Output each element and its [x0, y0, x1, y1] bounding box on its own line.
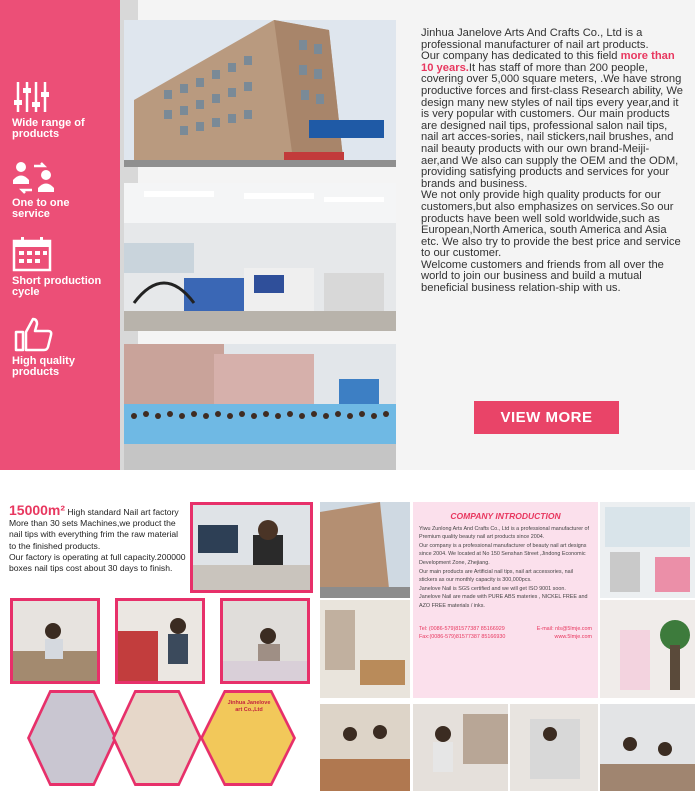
company-sign: [224, 700, 274, 714]
workshop-photo-1: [10, 598, 100, 684]
sliders-icon: [12, 80, 52, 114]
factory-area: 15000m²: [9, 502, 66, 518]
view-more-button[interactable]: VIEW MORE: [474, 401, 619, 434]
section-divider: [0, 471, 695, 501]
company-intro-p2: Our company has dedicated to this field: [421, 50, 621, 63]
feature-wide-range: [12, 80, 118, 140]
website-text: www.5lmje.com: [554, 634, 592, 641]
feature-label: One to one: [12, 197, 70, 209]
company-intro-p3: We not only provide high quality products for our customers,but also emphasizes on services.So our products have been well sold worldwide,such as European,North America, south America and Asia etc. We also try to provide the best price and service to our customer.: [421, 189, 681, 260]
intro-p4: Janelove Nail is SGS certified and we will get ISO 9001 soon.: [419, 585, 566, 592]
showroom-photo-2: [600, 600, 695, 698]
workers-photo-2: [413, 704, 508, 791]
email-text: E-mail: nls@5lmje.com: [536, 625, 592, 632]
features-sidebar: [0, 0, 120, 470]
feature-label: Short production: [12, 275, 102, 287]
feature-one-to-one: [12, 160, 118, 220]
workshop-photo-3: [220, 598, 310, 684]
workers-photo-4: [600, 704, 695, 791]
building-photo-small: [320, 502, 410, 598]
feature-label: High quality: [12, 355, 75, 367]
factory-desc-2: Our factory is operating at full capacity.200000 boxes nail tips cost about 30 days to finish.: [9, 551, 186, 574]
workers-photo-3: [510, 704, 598, 791]
feature-label: cycle: [12, 286, 40, 298]
company-introduction-card: [413, 502, 598, 698]
feature-label: Wide range of: [12, 117, 85, 129]
company-intro-p1: Jinhua Janelove Arts And Crafts Co., Ltd is a professional manufacturer of nail art products.: [421, 27, 649, 51]
intro-title: COMPANY INTRODUCTION: [450, 511, 561, 521]
feature-label: products: [12, 128, 60, 140]
office-worker-photo: [190, 502, 313, 593]
feature-high-quality: [12, 316, 118, 378]
people-exchange-icon: [12, 160, 56, 194]
feature-label: service: [12, 208, 50, 220]
sign-line-1: Jinhua Janelove: [227, 700, 271, 706]
workshop-photo: [124, 183, 396, 331]
showroom-photo-1: [600, 502, 695, 598]
company-intro-p4: Welcome customers and friends from all over the world to join our business and build a mutual beneficial business relation-ship with us.: [421, 258, 664, 295]
intro-p2: Our company is a professional manufacturer of beauty nail art designs since 2004. We located at No 150 Senshan Street ,Jindong Economic Development Zone, Zhejiang.: [419, 542, 587, 566]
factory-desc-1: High standard Nail art factory More than 30 sets Machines,we product the nail tips with everything frim the raw material to the finished products.: [9, 507, 179, 551]
thumbs-up-icon: [12, 316, 56, 352]
contact-row-2: [419, 633, 592, 642]
feature-short-cycle: [12, 236, 118, 298]
company-description: [421, 28, 685, 295]
sign-line-2: art Co.,Ltd: [235, 707, 263, 713]
intro-p5: Janelove Nail are made with PURE ABS materies , NICKEL FREE and AZO FREE materials / inks.: [419, 594, 588, 609]
workshop-photo-2: [115, 598, 205, 684]
fax-text: Fax:(0086-579)81577387 85166930: [419, 634, 506, 641]
intro-p1: Yiwu Zunlong Arts And Crafts Co., Ltd is a professional manufacturer of Premium quality beauty nail art products since 2004.: [419, 525, 589, 541]
factory-description: [9, 502, 187, 574]
company-intro-p2b: It has staff of more than 200 people, covering over 5,000 square meters, .We have strong productive forces and first-class Research ability, We design many new styles of nail tips every year,and it is very popular with customers. Our main products are designed nail tips, professional salon nail tips, nail art acces-sories, nail stickers,nail brushes, and nail beauty products with our own brand-Meiji-aer,and We also can supply the OEM and the ODM, providing satisfying products and services for your brands and business.: [421, 61, 683, 190]
office-interior-photo: [320, 600, 410, 698]
factory-building-photo: [124, 20, 396, 167]
years-highlight: more than 10 years.: [421, 50, 675, 74]
staff-group-photo: [124, 344, 396, 470]
tel-text: Tel: (0086-579)81577387 85166929: [419, 625, 505, 632]
intro-p3: Our main products are Artificial nail tips, nail art accessories, nail stickers as our monthly capacity is 300,000pcs.: [419, 568, 573, 584]
workers-photo-1: [320, 704, 410, 791]
contact-row-1: [419, 625, 592, 634]
calendar-icon: [12, 236, 52, 272]
feature-label: products: [12, 366, 60, 378]
